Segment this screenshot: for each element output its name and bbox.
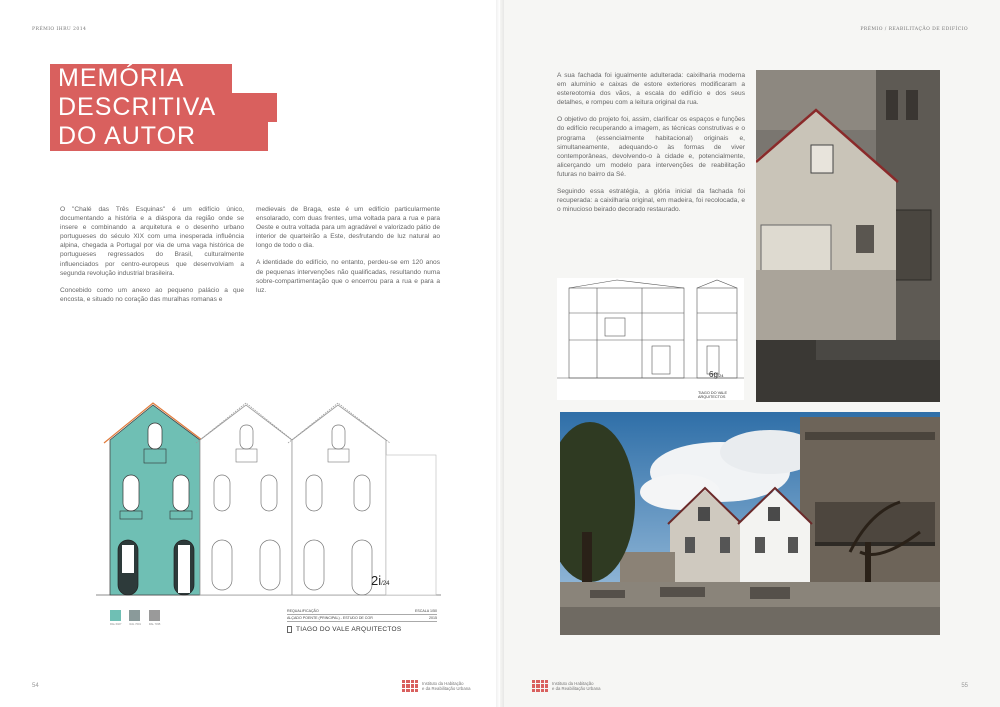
legend-swatch (129, 610, 140, 621)
ihru-logo-right (532, 680, 601, 692)
legend-item (110, 610, 121, 626)
paragraph: O "Chalé das Três Esquinas" é um edifício único, documentando a história e a diáspora da região onde se insere e combinando a arquitetura e o desenho urbano portugueses do século XIX com uma inesperada influência alpina, chegada a Portugal por via de uma vaga histórica de portugueses regressados do Brasil, culturalmente influenciados por centro-europeus que desenvolviam a segunda revolução industrial brasileira. (60, 206, 244, 277)
legend-label: RAL 7001 (129, 623, 141, 626)
courtyard-photo (560, 412, 940, 635)
page-number-left: 54 (32, 683, 39, 689)
facade-elevation-drawing (96, 395, 441, 600)
logo-text: Instituto da Habitação e da Reabilitação Urbana (552, 681, 601, 691)
section-sheet-number: 6g/24 (709, 370, 724, 379)
courtyard-photo-svg (560, 412, 940, 635)
drawing-title-block (287, 608, 437, 640)
firm-logo-icon (287, 626, 292, 633)
stamp-date: 2015 (429, 616, 437, 620)
title-line-2: DESCRITIVA (50, 93, 277, 122)
sheet-number: 2i/24 (371, 573, 390, 588)
facade-photo-svg (756, 70, 940, 402)
ihru-logo-left (402, 680, 471, 692)
text-column-2 (256, 205, 440, 303)
right-page (500, 0, 1000, 707)
running-head-left: PRÉMIO IHRU 2014 (32, 27, 87, 32)
page-number-right: 55 (961, 683, 968, 689)
ihru-logo-icon (532, 680, 548, 692)
section-drawing-svg (557, 278, 744, 400)
book-gutter (496, 0, 504, 707)
title-line-3: DO AUTOR (50, 122, 268, 151)
color-legend (110, 610, 160, 626)
facade-elevation-svg (96, 395, 441, 600)
facade-photo (756, 70, 940, 402)
section-drawing (557, 278, 744, 400)
paragraph: A sua fachada foi igualmente adulterada: caixilharia moderna em alumínio e caixas de estore exteriores modificaram a estereotomia dos vãos, a escala do edifício e dos seus detalhes, e rompeu com a leitura original da rua. (557, 72, 745, 107)
paragraph: A identidade do edifício, no entanto, perdeu-se em 120 anos de pequenas intervenções não qualificadas, resultando numa sobre-compartimentação que o encerrou para a rua e para a luz. (256, 259, 440, 294)
legend-swatch (110, 610, 121, 621)
legend-label: RAL 6027 (110, 623, 122, 626)
running-head-right: PRÉMIO / REABILITAÇÃO DE EDIFÍCIO (860, 27, 968, 32)
paragraph: Seguindo essa estratégia, a glória inicial da fachada foi recuperada: a caixilharia original, em madeira, foi recolocada, e o minucioso beirado decorado restaurado. (557, 188, 745, 214)
section-firm-name: TIAGO DO VALE ARQUITECTOS (698, 391, 728, 399)
text-column-1 (60, 205, 244, 312)
text-column-right (557, 71, 745, 222)
firm-name: TIAGO DO VALE ARQUITECTOS (296, 626, 402, 633)
legend-item (149, 610, 160, 626)
legend-swatch (149, 610, 160, 621)
paragraph: medievais de Braga, este é um edifício particularmente ensolarado, com duas frentes, uma voltada para a rua e para Oeste e outra voltada para um agradável e valorizado pátio de interior de quarteirão a Este, desfrutando de luz natural ao longo de todo o dia. (256, 206, 440, 250)
stamp-description: ALÇADO POENTE (PRINCIPAL) - ESTUDO DE COR (287, 616, 373, 620)
ihru-logo-icon (402, 680, 418, 692)
legend-label: RAL 7035 (148, 623, 161, 626)
stamp-scale: ESCALA 1/50 (415, 609, 437, 613)
legend-item (129, 610, 140, 626)
paragraph: Concebido como um anexo ao pequeno palácio a que encosta, e situado no coração das muralhas romanas e (60, 286, 244, 303)
title-line-1: MEMÓRIA (50, 64, 232, 93)
logo-text: Instituto da Habitação e da Reabilitação Urbana (422, 681, 471, 691)
stamp-label: REQUALIFICAÇÃO (287, 609, 319, 613)
paragraph: O objetivo do projeto foi, assim, clarificar os espaços e funções do edifício recuperando a imagem, as técnicas construtivas e o programa (essencialmente habitacional) originais e, simultaneamente, adequando-o às formas de viver contemporâneas, devolvendo-o à cidade e, potencialmente, alicerçando um modelo para intervenções de reabilitação futuras no bairro da Sé. (557, 116, 745, 178)
